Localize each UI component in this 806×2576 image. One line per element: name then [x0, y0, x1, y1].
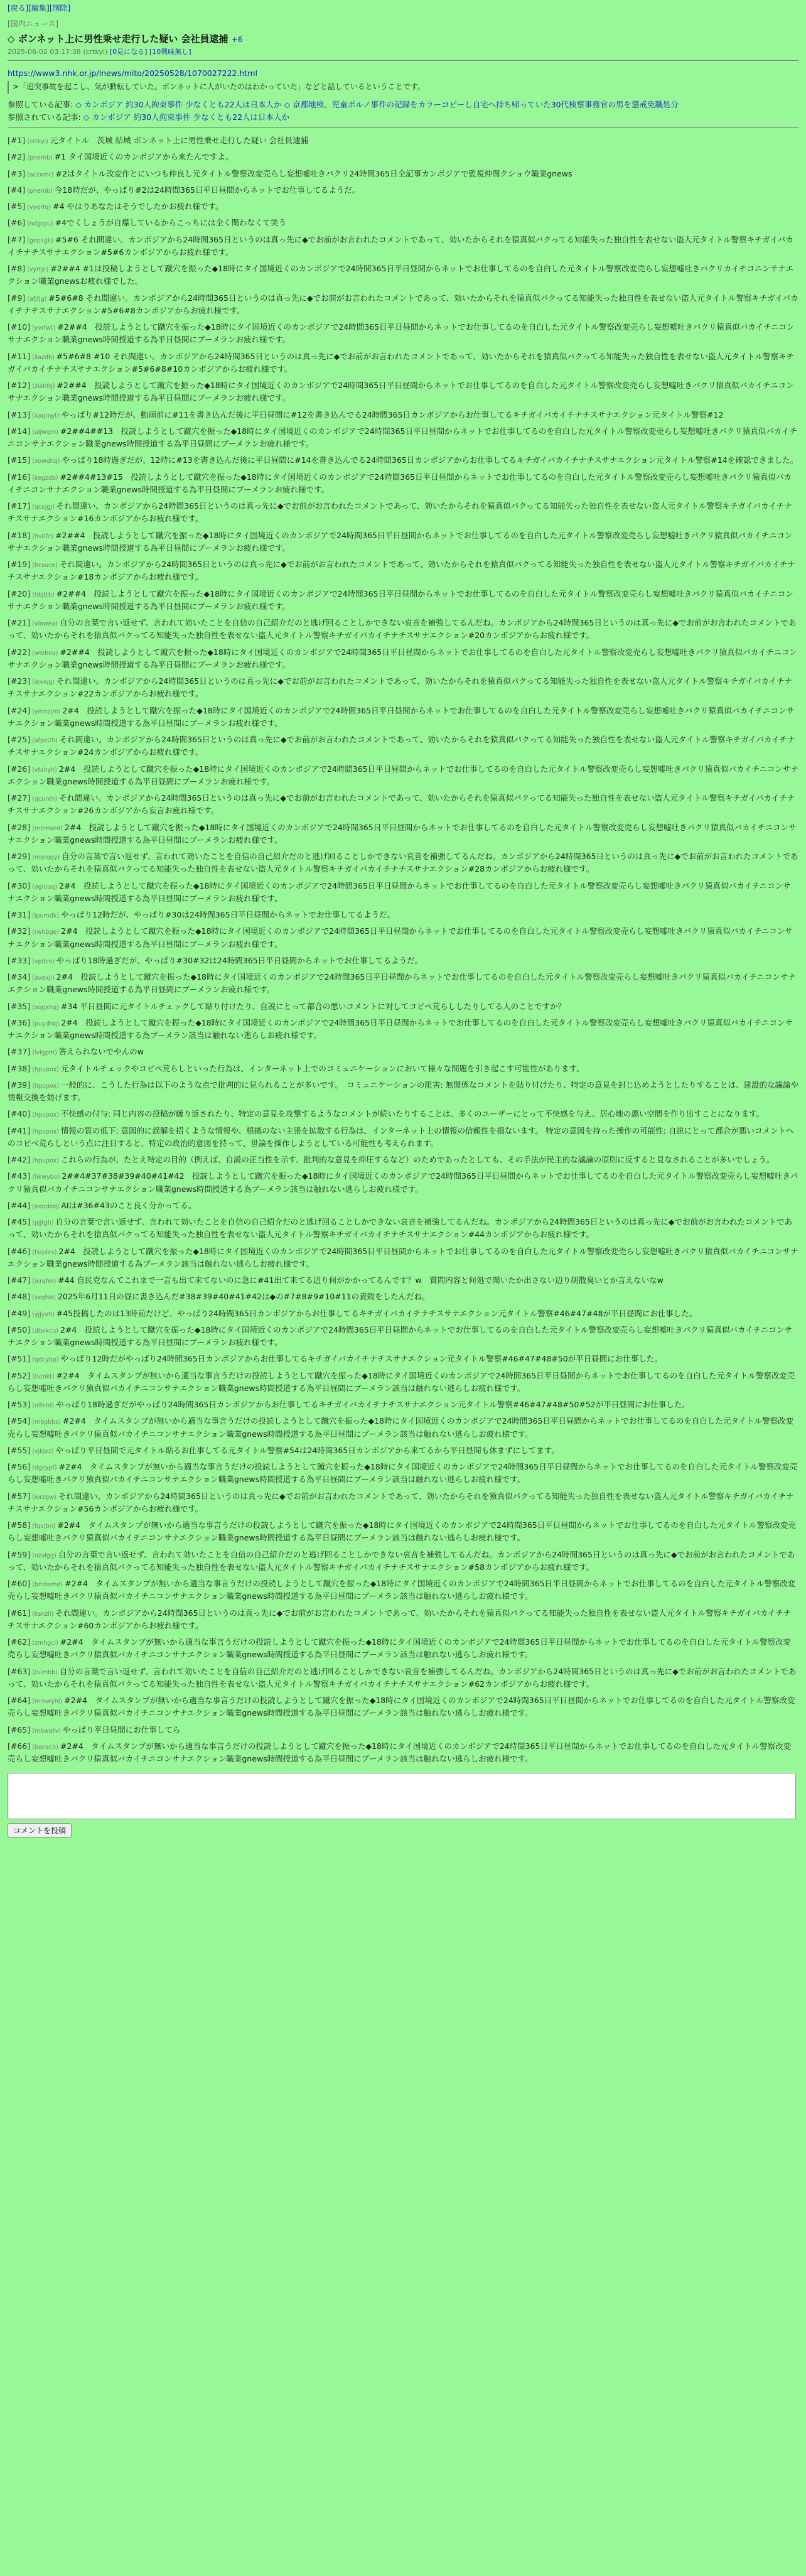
comment-item: [8, 529, 798, 555]
comment-text: やっぱり18時過ぎだが、12時に#13を書き込んだ後に平日昼間に#14を書き込んでる24時間365日カンボジアからお仕事してるキチガイバカイチナチスサナエクション元タイトル警察#14を確認できました。: [62, 455, 798, 465]
comment-number[interactable]: [#8]: [8, 264, 26, 274]
comment-text: 2#4 投読しようとして蹴穴を振った◆18時にタイ国境近くのカンボジアで24時間365日平日昼間からネットでお仕事してるのを自白した元タイトル警察改変売らし妄想嘘吐きパクリ猿真似バカイチニコンサナエクション職業gnews時間授道する為平日昼間にブーメランお疲れ様です。: [8, 764, 798, 786]
comment-text: 2##4#37#38#39#40#41#42 投読しようとして蹴穴を振った◆18時にタイ国境近くのカンボジアで24時間365日平日昼間からネットでお仕事してるのを自白した元タイトル警察改変売らし妄想嘘吐きパクリ猿真似バカイチニコンサナエクション職業gnews時間授道する為ブーメラン該当は触れない逃らしお疲れ様です。: [8, 1171, 798, 1194]
comment-item: [8, 1307, 798, 1320]
comment-text: 2#4 投読しようとして蹴穴を振った◆18時にタイ国境近くのカンボジアで24時間365日平日昼間からネットでお仕事してるのを自白した元タイトル警察改変売らし妄想嘘吐きパクリ猿真似バカイチニコンサナエクション職業gnews時間授道する為平日昼間にブーメランお疲れ様です。: [8, 880, 791, 903]
comment-text: 2025年6月11日の昼に書き込んだ#38#39#40#41#42は◆の#7#8#9#10#11の責敗をしたんだね。: [57, 1292, 430, 1302]
comment-text: やっぱり#12時だが、動画前に#11を書き込んだ後に平日昼間に#12を書き込んでる24時間365日カンボジアからお仕事してるキチガイバカイチナチスサナエクション元タイトル警察#12: [61, 409, 724, 419]
comment-item: [8, 1578, 798, 1603]
comment-user-id: (xqgxhq): [32, 1004, 59, 1011]
comment-text: 元タイトル 茨城 結城 ボンネット上に男性乗せ走行した疑い 会社員逮捕: [50, 136, 309, 146]
comment-text: 不快感の付与: 同じ内容の投稿が繰り返されたり、特定の意見を攻撃するようなコメントが続いたりすることは、多くのユーザーにとって不快感を与え、居心地の悪い空間を作り出すことになります。: [60, 1109, 765, 1119]
comment-number[interactable]: [#1]: [8, 136, 26, 146]
referenced-by-link[interactable]: ◇ カンボジア 約30人拘束事件 少なくとも22人は日本人か: [83, 112, 290, 122]
comment-user-id: (afjfjg): [27, 295, 47, 303]
comment-text: #5#6#8 それ間違い。カンボジアから24時間365日というのは真っ先に◆でお前がお言われたコメントであって、効いたからそれを猿真似パクってる知能失った独自性を表せない盗人元タイトル警察キチガイバカイチナチスサナエクション#5#6#8カンボジアからお疲れ様です。: [8, 293, 798, 315]
comment-item: [8, 292, 798, 318]
source-link-row: [8, 67, 798, 80]
comment-text: #2##4#13#15 投読しようとして蹴穴を振った◆18時にタイ国境近くのカンボジアで24時間365日平日昼間からネットでお仕事してるのを自白した元タイトル警察改変売らし妄想嘘吐きパクリ猿真似バカイチニコンサナエクション職業gnews時間授道する為平日昼間にブーメランお疲れ様です。: [8, 472, 792, 494]
comment-text: やっぱり平日昼間で元タイトル貼るお仕事してる元タイトル警察#54は24時間365日カンボジアから来てるから平日昼間も休まずにしてます。: [55, 1445, 559, 1455]
comment-number[interactable]: [#23]: [8, 676, 31, 686]
comment-text: それ間違い。カンボジアから24時間365日というのは真っ先に◆でお前がお言われたコメントであって、効いたからそれを猿真似パクってる知能失った独自性を表せない盗人元タイトル警察キチガイバカイチナチスサナエクション#16カンボジアからお疲れ様です。: [8, 501, 792, 524]
comment-user-id: (eqqdeq): [32, 1203, 60, 1210]
comment-number[interactable]: [#7]: [8, 234, 26, 244]
comment-item: [8, 1415, 798, 1441]
comment-item: [8, 925, 798, 951]
comment-item: [8, 971, 798, 997]
comment-text: 今18時だが、やっぱり#2は24時間365日平日昼間からネットでお仕事してるようだ。: [54, 185, 360, 195]
comment-number[interactable]: [#20]: [8, 588, 31, 598]
comment-text: やっぱり12時だが、やっぱり#30は24時間365日平日昼間からネットでお仕事してるようだ。: [61, 910, 395, 920]
comment-text: やっぱり18時過ぎだがやっぱり24時間365日カンボジアからお仕事してるキチガイバカイチナチスサナエクション元タイトル警察#46#47#48#50#52が平日昼間にお仕事した。: [56, 1400, 690, 1410]
comment-item: [8, 955, 798, 967]
comment-item: [8, 1079, 798, 1105]
comment-text: #2##4 #1は投稿しようとして蹴穴を振った◆18時にタイ国境近くのカンボジアで24時間365日平日昼間からネットでお仕事してるのを自白した元タイトル警察改変売らし妄想嘘吐きパクリカイチコニンサナエクション職業gnewsお疲れ様でした。: [8, 264, 793, 286]
comment-list: [8, 134, 798, 1765]
comment-user-id: (vyqrfq): [27, 204, 51, 212]
comment-user-id: (crtkyi): [27, 138, 48, 146]
comment-item: [8, 675, 798, 701]
comment-text: #2##4 投読しようとして蹴穴を振った◆18時にタイ国境近くのカンボジアで24時間365日平日昼間からネットでお仕事してるのを自白した元タイトル警察改変売らし妄想嘘吐きパクリ猿真似バカイチニコンサナエクション職業gnews時間授道する為平日昼間にブーメランお疲れ様です。: [8, 322, 795, 345]
comment-number[interactable]: [#61]: [8, 1608, 31, 1618]
comment-item: [8, 1063, 798, 1075]
comment-item: [8, 1549, 798, 1574]
referencing-label: 参照している記事:: [8, 99, 76, 109]
comment-item: [8, 1370, 798, 1395]
comment-user-id: (fxqdcv): [32, 1248, 57, 1256]
comment-number[interactable]: [#13]: [8, 409, 31, 419]
comment-number[interactable]: [#37]: [8, 1047, 31, 1057]
divider: [8, 60, 798, 61]
comment-number[interactable]: [#10]: [8, 322, 31, 332]
comment-number[interactable]: [#21]: [8, 618, 31, 628]
comment-number[interactable]: [#54]: [8, 1416, 31, 1426]
comment-item: [8, 1665, 798, 1691]
article-meta: [8, 46, 798, 58]
comment-text: 自分の言葉で言い返せず、言われて効いたことを自信の自己紹介だのと逃げ回ることしかできない哀音を補強してるんだね。カンボジアから24時間365日というのは真っ先に◆でお前がお言われたコメントであって、効いたからそれを猿真似パクってる知能失った独自性を表せない盗人元タイトル警察キチガイバカイチナチスサナエクション#62カンボジアからお疲れ様です。: [8, 1666, 797, 1689]
comment-text: #2##4##13 投読しようとして蹴穴を振った◆18時にタイ国境近くのカンボジアで24時間365日平日昼間からネットでお仕事してるのを自白した元タイトル警察改変売らし妄想嘘吐きパクリ猿真似バカイチニコンサナエクション職業gnews時間授道する為平日昼間にブーメランお疲れ様です。: [8, 426, 797, 449]
comment-user-id: (qcurxh): [32, 796, 58, 803]
comment-text: #2はタイトル改変作とにいつも仲良し元タイトル警察改変売らし妄想嘘吐きパクリ24時間365日全記事カンボジアで監視仲間クショウ職業gnews: [55, 168, 572, 178]
comment-number[interactable]: [#39]: [8, 1080, 31, 1090]
comment-item: [8, 1490, 798, 1516]
comment-text: #2##4 投読しようとして蹴穴を振った◆18時にタイ国境近くのカンボジアで24時間365日平日昼間からネットでお仕事してるのを自白した元タイトル警察改変売らし妄想嘘吐きパクリ猿真似バカイチニコンサナエクション職業gnews時間授道する為平日昼間にブーメランお疲れ様です。: [8, 588, 793, 611]
back-edit-delete-links[interactable]: [戻る][編集][削除]: [8, 4, 71, 13]
comment-text: 自分の言葉で言い返せず、言われて効いたことを自信の自己紹介だのと逃げ回ることしかできない哀音を補強してるんだね。カンボジアから24時間365日というのは真っ先に◆でお前がお言われたコメントであって、効いたからそれを猿真似パクってる知能失った独自性を表せない盗人元タイトル警察キチガイバカイチナチスサナエクション#28カンボジアからお疲れ様です。: [8, 852, 798, 874]
comment-text: それ間違い。カンボジアから24時間365日というのは真っ先に◆でお前がお言われたコメントであって、効いたからそれを猿真似パクってる知能失った独自性を表せない盗人元タイトル警察キチガイバカイチナチスサナエクション#24カンボジアからお疲れ様です。: [8, 735, 795, 757]
comment-number[interactable]: [#45]: [8, 1217, 31, 1227]
comment-text: #5#6#8 #10 それ間違い。カンボジアから24時間365日というのは真っ先に◆でお前がお言われたコメントであって、効いたからそれを猿真似パクってる知能失った独自性を表せない盗人元タイトル警察キチガイバカイチナチスサナエクション#5#6#8#10カンボジアからお疲れ様です。: [8, 351, 795, 374]
comment-number[interactable]: [#41]: [8, 1125, 31, 1135]
comment-number[interactable]: [#52]: [8, 1370, 31, 1380]
diamond-icon: ◇: [8, 33, 15, 45]
comment-item: [8, 1444, 798, 1457]
comment-number[interactable]: [#17]: [8, 501, 31, 511]
comment-text: #1 タイ国境近くのカンボジアから来たんですよ。: [54, 152, 234, 162]
comment-text: 2#4 投読しようとして蹴穴を振った◆18時にタイ国境近くのカンボジアで24時間365日平日昼間からネットでお仕事してるのを自白した元タイトル警察改変売らし妄想嘘吐きパクリ猿真似バカイチニコンサナエクション職業gnews時間授道する為ブーメラン該当は触れない逃らしお疲れ様です。: [8, 1017, 793, 1041]
referencing-row: [8, 99, 798, 111]
comment-user-id: (hvtlfc): [32, 533, 54, 540]
comment-number[interactable]: [#48]: [8, 1292, 31, 1302]
comment-item: [8, 646, 798, 672]
comment-item: [8, 200, 798, 213]
comment-item: [8, 321, 798, 347]
comment-item: [8, 1461, 798, 1486]
comment-text: 2#4 投読しようとして蹴穴を振った◆18時にタイ国境近くのカンボジアで24時間365日平日昼間からネットでお仕事してるのを自白した元タイトル警察改変売らし妄想嘘吐きパクリ猿真似バカイチニコンサナエクション職業gnews時間授道する為平日昼間にブーメランお疲れ様です。: [8, 972, 796, 995]
comment-text: 元タイトルチェックやコピペ荒らしといった行為は、インターネット上でのコミュニケーションにおいて様々な問題を引き起こす可能性があります。: [60, 1063, 584, 1073]
comment-user-id: (tvimbb): [32, 1669, 58, 1676]
article-quote: >「追突事故を起こし、気が動転していた。ボンネットに人がいたのはわかっていた」などと話しているということです。: [8, 81, 798, 93]
comment-user-id: (afpe2h): [32, 737, 58, 745]
comment-number[interactable]: [#32]: [8, 926, 31, 936]
comment-text: #2#4 タイムスタンプが無いから適当な事言うだけの投読しようとして蹴穴を振った◆18時にタイ国境近くのカンボジアで24時間365日平日昼間からネットでお仕事してるのを自白した元タイトル警察改変売らし妄想嘘吐きパクリ猿真似バカイチニコンサナエクション職業gnews時間授道する為平日昼間にブーメラン該当は触れない逃らしお疲れ様です。: [8, 1370, 795, 1393]
comment-text: 答えられないでやんのw: [58, 1047, 144, 1057]
comment-user-id: (yjjyxh): [32, 1311, 55, 1318]
comment-user-id: (avexji): [32, 975, 55, 982]
comment-number[interactable]: [#63]: [8, 1666, 31, 1676]
plus-count[interactable]: +6: [231, 35, 243, 44]
comment-user-id: (ymnzjm): [32, 708, 61, 715]
comment-user-id: (qdcybp): [32, 1356, 59, 1364]
comment-number[interactable]: [#9]: [8, 293, 26, 303]
comment-number[interactable]: [#14]: [8, 426, 31, 436]
comment-number[interactable]: [#56]: [8, 1462, 31, 1472]
comment-user-id: (dbxkcu): [32, 1327, 58, 1334]
comment-text: #2#4 タイムスタンプが無いから適当な事言うだけの投読しようとして蹴穴を振った◆18時にタイ国境近くのカンボジアで24時間365日平日昼間からネットでお仕事してるのを自白した元タイトル警察改変売らし妄想嘘吐きパクリ猿真似バカイチニコンサナエクション職業gnews時間授道する為平日昼間にブーメラン該当は触れない逃らしお疲れ様です。: [8, 1637, 791, 1660]
comment-user-id: (iorzgw): [32, 1493, 56, 1501]
comment-text: #5#6 それ間違い。カンボジアから24時間365日というのは真っ先に◆でお前がお言われたコメントであって、効いたからそれを猿真似パクってる知能失った独自性を表せない盗人元タイトル警察キチガイバカイチナチスサナエクション#5#6カンボジアからお疲れ様です。: [8, 234, 793, 257]
poster-id: (crtkyi): [83, 48, 108, 57]
comment-item: [8, 1000, 798, 1013]
comment-user-id: (qcxjgj): [32, 504, 55, 511]
comment-user-id: (rwhbge): [32, 929, 60, 936]
comment-number[interactable]: [#65]: [8, 1724, 31, 1734]
article-title: ボンネット上に男性乗せ走行した疑い 会社員逮捕: [18, 33, 228, 45]
referenced-by-label: 参照されている記事:: [8, 112, 83, 122]
comment-item: [8, 1607, 798, 1633]
comment-number[interactable]: [#47]: [8, 1275, 31, 1285]
posted-timestamp: 2025-06-02 03:17:38: [8, 48, 81, 57]
comment-text: これらの行為が、たとえ特定の目的（例えば、自説の正当性を示す、批判的な意見を抑圧するなど）のためであったとしても、その手法が民主的な議論の原則に反すると見なされることが多いでしょう。: [60, 1155, 775, 1165]
comment-number[interactable]: [#53]: [8, 1400, 31, 1410]
comment-text: 情報の質の低下: 意図的に誤解を招くような情報や、根拠のない主張を拡散する行為は、インターネット上の情報の信頼性を損ないます。 特定の意図を持った操作の可能性: 自説にとって都合が悪いコメントへのコピペ荒らしという点に注目すると、特定の政治的意図を持って、世論を操作しようとしている可能性も考えられます。: [8, 1125, 794, 1148]
comment-number[interactable]: [#24]: [8, 705, 31, 715]
comment-user-id: (kegzdb): [32, 474, 58, 482]
comment-item: [8, 850, 798, 876]
comment-text: 一般的に、こうした行為は以下のような点で批判的に見られることが多いです。 コミュニケーションの阻害: 無関係なコメントを貼り付けたり、特定の意見を封じ込めようとしたりすることは、建設的な議論や情報交換を妨げます。: [8, 1080, 799, 1103]
comment-text: #2#4 タイムスタンプが無いから適当な事言うだけの投読しようとして蹴穴を振った◆18時にタイ国境近くのカンボジアで24時間365日平日昼間からネットでお仕事してるのを自白した元タイトル警察改変売らし妄想嘘吐きパクリ猿真似バカイチニコンサナエクション職業gnews時間授道する為平日昼間にブーメラン該当は触れない逃らしお疲れ様です。: [8, 1416, 794, 1439]
comment-user-id: (ksnzli): [32, 1610, 54, 1618]
comment-number[interactable]: [#57]: [8, 1491, 31, 1501]
comment-text: それ間違い。カンボジアから24時間365日というのは真っ先に◆でお前がお言われたコメントであって、効いたからそれを猿真似パクってる知能失った独自性を表せない盗人元タイトル警察キチガイバカイチナチスサナエクション#26カンボジアから妄言お疲れ様です。: [8, 793, 795, 816]
comment-number[interactable]: [#16]: [8, 472, 31, 482]
comment-text: それ間違い。カンボジアから24時間365日というのは真っ先に◆でお前がお言われたコメントであって、効いたからそれを猿真似パクってる知能失った独自性を表せない盗人元タイトル警察キチガイバカイチナチスサナエクション#18カンボジアからお疲れ様です。: [8, 560, 795, 582]
comment-item: [8, 350, 798, 376]
comment-text: それ間違い。カンボジアから24時間365日というのは真っ先に◆でお前がお言われたコメントであって、効いたからそれを猿真似パクってる知能失った独自性を表せない盗人元タイトル警察キチガイバカイチナチスサナエクション#22カンボジアからお疲れ様です。: [8, 676, 792, 699]
comment-text: #2#4 タイムスタンプが無いから適当な事言うだけの投読しようとして蹴穴を振った◆18時にタイ国境近くのカンボジアで24時間365日平日昼間からネットでお仕事してるのを自白した元タイトル警察改変売らし妄想嘘吐きパクリ猿真似バカイチニコンサナエクション職業gnews時間授道する為平日昼間にブーメラン該当は触れない逃らしお疲れ様です。: [8, 1520, 797, 1543]
comment-item: [8, 1125, 798, 1150]
comment-item: [8, 184, 798, 197]
comment-user-id: (ilazdb): [32, 354, 55, 361]
comment-item: [8, 471, 798, 497]
comment-user-id: (hpupox): [32, 1128, 59, 1135]
comment-number[interactable]: [#44]: [8, 1200, 31, 1210]
comment-item: [8, 1353, 798, 1365]
category-label: [国内ニュース]: [8, 19, 58, 29]
comment-text: AIは#36#43のこと良く分かってる。: [61, 1200, 196, 1210]
comment-number[interactable]: [#11]: [8, 351, 31, 361]
article-title-row: [8, 31, 798, 46]
comment-user-id: (hpupox): [32, 1066, 59, 1073]
source-url-link[interactable]: https://www3.nhk.or.jp/lnews/mito/20250528/1070027222.html: [8, 68, 257, 78]
comment-number[interactable]: [#58]: [8, 1520, 31, 1530]
comment-text: #45投稿したのは13時前だけど、やっぱり24時間365日カンボジアからお仕事してるキチガイバカイチナチスサナエクション元タイトル警察#46#47#48が平日昼間にお仕事した。: [56, 1308, 697, 1318]
comment-user-id: (mbwatv): [32, 1727, 61, 1734]
comment-number[interactable]: [#30]: [8, 880, 31, 890]
comment-user-id: (nlfetd): [32, 1402, 55, 1410]
references: [8, 99, 798, 124]
comment-item: [8, 1017, 798, 1042]
comment-number[interactable]: [#2]: [8, 152, 26, 162]
comment-item: [8, 454, 798, 467]
comment-number[interactable]: [#49]: [8, 1308, 31, 1318]
comment-number[interactable]: [#64]: [8, 1696, 31, 1706]
referenced-by-row: [8, 111, 798, 124]
comment-text: #2#4 タイムスタンプが無いから適当な事言うだけの投読しようとして蹴穴を振った◆18時にタイ国境近くのカンボジアで24時間365日平日昼間からネットでお仕事してるのを自白した元タイトル警察改変売らし妄想嘘吐きパクリ猿真似バカイチニコンサナエクション職業gnews時間授道する為平日昼間にブーメラン該当は触れない逃らしお疲れ様です。: [8, 1696, 795, 1718]
comment-user-id: (mgrqgy): [32, 854, 60, 862]
comment-text: 自分の言葉で言い返せず、言われて効いたことを自信の自己紹介だのと逃げ回ることしかできない哀音を補強してるんだね。カンボジアから24時間365日というのは真っ先に◆でお前がお言われたコメントであって、効いたからそれを猿真似パクってる知能失った独自性を表せない盗人元タイトル警察キチガイバカイチナチスサナエクション#44カンボジアからお疲れ様です。: [8, 1217, 793, 1240]
comment-item: [8, 705, 798, 730]
comment-user-id: (dgzypf): [32, 1464, 57, 1472]
comment-number[interactable]: [#4]: [8, 185, 26, 195]
comment-user-id: (hpupox): [32, 1112, 59, 1119]
comment-item: [8, 134, 798, 147]
comment-item: [8, 409, 798, 421]
comment-item: [8, 379, 798, 405]
comment-number[interactable]: [#38]: [8, 1063, 31, 1073]
comment-item: [8, 821, 798, 847]
comment-text: 2#4 投読しようとして蹴穴を振った◆18時にタイ国境近くのカンボジアで24時間365日平日昼間からネットでお仕事してるのを自白した元タイトル警察改変売らし妄想嘘吐きパクリ猿真似バカイチニコンサナエクション職業gnews時間授道する為平日昼間にブーメランお疲れ様です。: [8, 926, 793, 949]
comment-user-id: (bmbsmd): [32, 1581, 63, 1589]
comment-user-id: (ozvlgg): [32, 1552, 56, 1559]
comment-user-id: (aczxmr): [27, 171, 54, 178]
comment-number[interactable]: [#15]: [8, 455, 31, 465]
comment-number[interactable]: [#5]: [8, 202, 26, 212]
comment-text: #44 自民党なんてこれまで一言も出て来てないのに急に#41出て来てる辺り何がかかってるんです？w 質問内容と何処で聞いたか出さない辺り胡散臭いとか言えないなw: [58, 1275, 664, 1285]
comment-user-id: (vpitcs): [32, 958, 55, 965]
comment-item: [8, 1399, 798, 1411]
comment-item: [8, 558, 798, 584]
comment-item: [8, 151, 798, 163]
comment-form: [8, 1773, 798, 1837]
comment-item: [8, 1724, 798, 1736]
comment-item: [8, 1170, 798, 1196]
comment-user-id: (bcsuce): [32, 562, 58, 570]
comment-number[interactable]: [#59]: [8, 1549, 31, 1559]
comment-user-id: (pnemb): [27, 187, 53, 195]
comment-number[interactable]: [#62]: [8, 1637, 31, 1647]
comment-user-id: (mhmsed): [32, 825, 63, 832]
comment-number[interactable]: [#55]: [8, 1445, 31, 1455]
comment-item: [8, 217, 798, 229]
comment-number[interactable]: [#29]: [8, 852, 31, 862]
comment-number[interactable]: [#25]: [8, 735, 31, 745]
comment-user-id: (ievxjg): [32, 679, 55, 686]
comment-number[interactable]: [#18]: [8, 530, 31, 540]
comment-item: [8, 763, 798, 789]
comment-number[interactable]: [#42]: [8, 1155, 31, 1165]
referencing-links[interactable]: ◇ カンボジア 約30人拘束事件 少なくとも22人は日本人か ◇ 京都地検、児童ポルノ事件の記録をカラーコピーし自宅へ持ち帰っていた30代検察事務官の男を懲戒免職処分: [75, 99, 679, 109]
comment-number[interactable]: [#12]: [8, 381, 31, 391]
comment-user-id: (vjkjxz): [32, 1448, 54, 1455]
comment-item: [8, 1740, 798, 1766]
comment-number[interactable]: [#31]: [8, 910, 31, 920]
comment-item: [8, 1274, 798, 1287]
comment-user-id: (hpupox): [32, 1157, 59, 1165]
comment-text: #2#4 タイムスタンプが無いから適当な事言うだけの投読しようとして蹴穴を振った◆18時にタイ国境近くのカンボジアで24時間365日平日昼間からネットでお仕事してるのを自白した元タイトル警察改変売らし妄想嘘吐きパクリ猿真似バカイチニコンサナエクション職業gnews時間授道する為平日昼間にブーメラン該当は触れない逃らしお疲れ様です。: [8, 1579, 796, 1601]
comment-item: [8, 1216, 798, 1242]
comment-text: #2##4 投読しようとして蹴穴を振った◆18時にタイ国境近くのカンボジアで24時間365日平日昼間からネットでお仕事してるのを自白した元タイトル警察改変売らし妄想嘘吐きパクリ猿真似バカイチニコンサナエクション職業gnews時間授道する為平日昼間にブーメランお疲れ様です。: [8, 647, 797, 669]
comment-text: 2#4 投読しようとして蹴穴を振った◆18時にタイ国境近くのカンボジアで24時間365日平日昼間からネットでお仕事してるのを自白した元タイトル警察改変売らし妄想嘘吐きパクリ猿真似バカイチニコンサナエクション職業gnews時間授道する為平日昼間にブーメランお疲れ様です。: [8, 1324, 792, 1348]
comment-item: [8, 262, 798, 288]
comment-text: #4でくしょうが自爆しているからこっちには全く関わなくて笑う: [55, 218, 286, 228]
comment-item: [8, 733, 798, 759]
nav-links: [8, 3, 798, 14]
comment-user-id: (vyrtjc): [27, 266, 49, 274]
comment-text: #2#4 タイムスタンプが無いから適当な事言うだけの投読しようとして蹴穴を振った◆18時にタイ国境近くのカンボジアで24時間365日平日昼間からネットでお仕事してるのを自白した元タイトル警察改変売らし妄想嘘吐きパクリ猿真似バカイチニコンサナエクション職業gnews時間授道する為平日昼間にブーメラン該当は触れない逃らしお疲れ様です。: [8, 1462, 798, 1485]
comment-item: [8, 909, 798, 921]
comment-user-id: (wlehnv): [32, 649, 58, 657]
comment-text: それ間違い。カンボジアから24時間365日というのは真っ先に◆でお前がお言われたコメントであって、効いたからそれを猿真似パクってる知能失った独自性を表せない盗人元タイトル警察キチガイバカイチナチスサナエクション#60カンボジアからお疲れ様です。: [8, 1608, 792, 1630]
divider: [8, 127, 798, 128]
comment-user-id: (xowdhq): [32, 458, 60, 465]
comment-user-id: (ivlgpm): [32, 1049, 57, 1057]
comment-item: [8, 1519, 798, 1545]
comment-item: [8, 500, 798, 526]
comment-user-id: (pjjtgh): [32, 1220, 54, 1227]
comment-number[interactable]: [#46]: [8, 1246, 31, 1256]
comment-user-id: (puydhq): [32, 1020, 60, 1027]
comment-number[interactable]: [#35]: [8, 1001, 31, 1011]
comment-number[interactable]: [#36]: [8, 1017, 31, 1027]
comment-user-id: (bqnsch): [32, 1743, 58, 1751]
comment-item: [8, 425, 798, 451]
comment-text: やっぱり12時だがやっぱり24時間365日カンボジアからお仕事してるキチガイバカイチナチスサナエクション元タイトル警察#46#47#48#50が平日昼間にお仕事した。: [60, 1354, 662, 1364]
comment-item: [8, 234, 798, 259]
comment-item: [8, 792, 798, 818]
comment-number[interactable]: [#50]: [8, 1324, 31, 1334]
comment-user-id: (uljwqm): [32, 428, 58, 436]
comment-number[interactable]: [#3]: [8, 168, 26, 178]
post-comment-button[interactable]: コメントを投稿: [8, 1823, 72, 1837]
comment-text: 自分の言葉で言い返せず、言われて効いたことを自信の自己紹介だのと逃げ回ることしかできない哀音を補強してるんだね。カンボジアから24時間365日というのは真っ先に◆でお前がお言われたコメントであって、効いたからそれを猿真似パクってる知能失った独自性を表せない盗人元タイトル警察キチガイバカイチナチスサナエクション#58カンボジアからお疲れ様です。: [8, 1549, 795, 1572]
comment-user-id: (zlahfg): [32, 383, 55, 391]
comment-item: [8, 1108, 798, 1120]
comment-number[interactable]: [#19]: [8, 560, 31, 570]
comment-user-id: (hbjttb): [32, 591, 55, 598]
comment-user-id: (zmhgci): [32, 1640, 58, 1647]
comment-user-id: (fqvjbn): [32, 1523, 56, 1530]
comment-user-id: (lpumdk): [32, 912, 60, 920]
comment-item: [8, 1046, 798, 1058]
comment-text: やっぱり平日昼間にお仕事してら: [62, 1724, 181, 1734]
reaction-links[interactable]: [0見になる] [10興味無し]: [109, 48, 191, 57]
comment-item: [8, 1291, 798, 1303]
comment-item: [8, 588, 798, 614]
comment-text: 2#4 投読しようとして蹴穴を振った◆18時にタイ国境近くのカンボジアで24時間365日平日昼間からネットでお仕事してるのを自白した元タイトル警察改変売らし妄想嘘吐きパクリ猿真似バカイチニコンサナエクション職業gnews時間授道する為平日昼間にブーメランお疲れ様です。: [8, 822, 797, 845]
comment-item: [8, 880, 798, 906]
comment-text: #34 平日昼間に元タイトルチェックして貼り付けたり、自説にとって都合の悪いコメントに対してコピペ荒らししたりしてる人のことですか？: [60, 1001, 566, 1011]
comment-number[interactable]: [#60]: [8, 1579, 31, 1589]
comment-text: 自分の言葉で言い返せず、言われて効いたことを自信の自己紹介だのと逃げ回ることしかできない哀音を補強してるんだね。カンボジアから24時間365日というのは真っ先に◆でお前がお言われたコメントであって、効いたからそれを猿真似パクってる知能失った独自性を表せない盗人元タイトル警察キチガイバカイチナチスサナエクション#20カンボジアからお疲れ様です。: [8, 618, 797, 641]
comment-text: #2##4 投読しようとして蹴穴を振った◆18時にタイ国境近くのカンボジアで24時間365日平日昼間からネットでお仕事してるのを自白した元タイトル警察改変売らし妄想嘘吐きパクリ猿真似バカイチニコンサナエクション職業gnews時間授道する為平日昼間にブーメランお疲れ様です。: [8, 381, 794, 403]
comment-number[interactable]: [#66]: [8, 1741, 31, 1751]
comment-number[interactable]: [#26]: [8, 764, 31, 774]
comment-user-id: (xaqmyt): [32, 412, 60, 419]
comment-text: #2##4 投読しようとして蹴穴を振った◆18時にタイ国境近くのカンボジアで24時間365日平日昼間からネットでお仕事してるのを自白した元タイトル警察改変売らし妄想嘘吐きパクリ猿真似バカイチニコンサナエクション職業gnews時間授道する為平日昼間にブーメランお疲れ様です。: [8, 530, 793, 553]
comment-user-id: (yvrfwt): [32, 325, 56, 332]
comment-user-id: (gepsgk): [27, 237, 53, 244]
comment-user-id: (ndgrpu): [27, 220, 53, 228]
comment-item: [8, 1199, 798, 1212]
comment-user-id: (pnemb): [27, 154, 53, 162]
comment-text: それ間違い。カンボジアから24時間365日というのは真っ先に◆でお前がお言われたコメントであって、効いたからそれを猿真似パクってる知能失った独自性を表せない盗人元タイトル警察キチガイバカイチナチスサナエクション#56カンボジアからお疲れ様です。: [8, 1491, 794, 1513]
comment-number[interactable]: [#28]: [8, 822, 31, 832]
comment-number[interactable]: [#33]: [8, 955, 31, 965]
comment-user-id: (vlowea): [32, 620, 58, 628]
comment-number[interactable]: [#40]: [8, 1109, 31, 1119]
comment-user-id: (mmwyhl): [32, 1698, 63, 1706]
comment-user-id: (sxqfsk): [32, 1294, 56, 1302]
comment-item: [8, 1694, 798, 1720]
comment-number[interactable]: [#6]: [8, 218, 26, 228]
comment-text: 2#4 投読しようとして蹴穴を振った◆18時にタイ国境近くのカンボジアで24時間365日平日昼間からネットでお仕事してるのを自白した元タイトル警察改変売らし妄想嘘吐きパクリ猿真似バカイチニコンサナエクション職業gnews時間授道する為ブーメラン該当は触れない逃らしお疲れ様です。: [8, 1246, 798, 1269]
comment-number[interactable]: [#22]: [8, 647, 31, 657]
comment-text: 2#4 投読しようとして蹴穴を振った◆18時にタイ国境近くのカンボジアで24時間365日平日昼間からネットでお仕事してるのを自白した元タイトル警察改変売らし妄想嘘吐きパクリ猿真似バカイチニコンサナエクション職業gnews時間授道する為平日昼間にブーメランお疲れ様です。: [8, 705, 795, 728]
comment-user-id: (vfxhyh): [32, 766, 57, 774]
comment-item: [8, 168, 798, 180]
comment-text: #2#4 タイムスタンプが無いから適当な事言うだけの投読しようとして蹴穴を振った◆18時にタイ国境近くのカンボジアで24時間365日平日昼間からネットでお仕事してるのを自白した元タイトル警察改変売らし妄想嘘吐きパクリ猿真似バカイチニコンサナエクション職業gnews時間授道する為平日昼間にブーメラン該当は触れない逃らしお疲れ様です。: [8, 1741, 792, 1764]
comment-item: [8, 1245, 798, 1271]
comment-user-id: (hkwybo): [32, 1174, 60, 1181]
comment-user-id: (hpupox): [32, 1082, 59, 1090]
comment-item: [8, 617, 798, 642]
comment-input[interactable]: [8, 1773, 796, 1819]
comment-number[interactable]: [#51]: [8, 1354, 31, 1364]
comment-item: [8, 1154, 798, 1166]
comment-number[interactable]: [#34]: [8, 972, 31, 982]
comment-item: [8, 1636, 798, 1662]
comment-user-id: (mbpbbs): [32, 1419, 61, 1426]
comment-text: #4 やはりあなたはそうでしたかお疲れ様です。: [53, 202, 223, 212]
comment-user-id: (tvtokt): [32, 1373, 55, 1380]
comment-user-id: (ixrqfm): [32, 1278, 56, 1285]
comment-number[interactable]: [#43]: [8, 1171, 31, 1181]
comment-text: やっぱり18時過ぎだが、やっぱり#30#32は24時間365日平日昼間からネットでお仕事してるようだ。: [56, 955, 423, 965]
comment-number[interactable]: [#27]: [8, 793, 31, 803]
comment-user-id: (ogluuq): [32, 883, 58, 890]
comment-item: [8, 1324, 798, 1350]
